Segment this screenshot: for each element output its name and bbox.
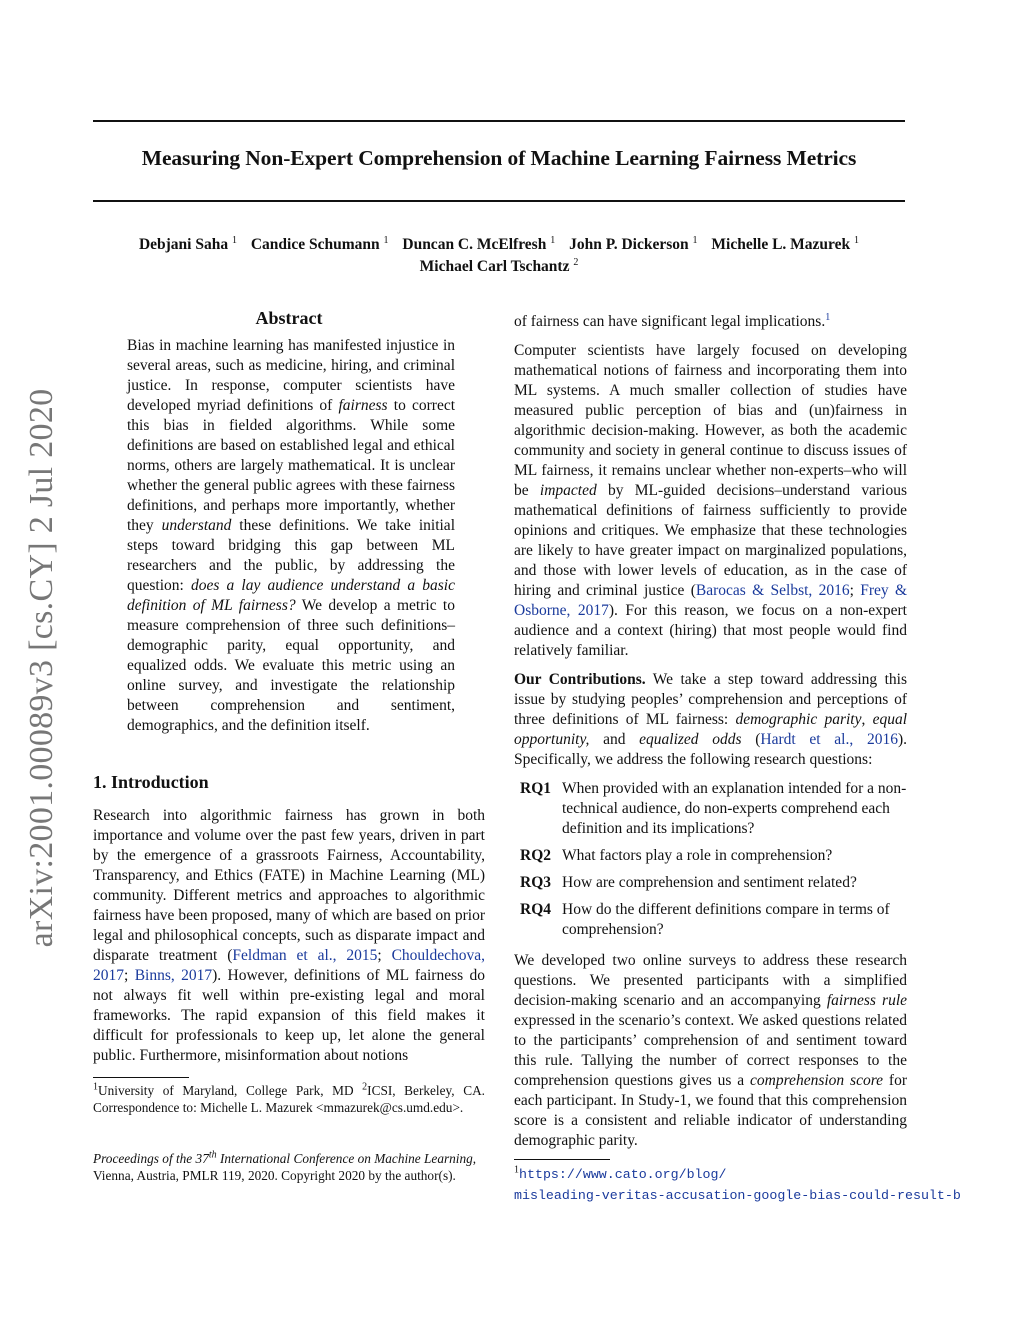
citation-link[interactable]: Chouldechova, 2017 — [93, 947, 485, 984]
author: Debjani Saha $^1$ — [138, 234, 237, 253]
title-top-rule — [93, 120, 905, 122]
author: Duncan C. McElfresh $^1$ — [402, 234, 556, 253]
author-list — [93, 236, 905, 254]
body-paragraph: of fairness can have significant legal implications.$^1$ — [514, 311, 831, 330]
research-question: RQ1 When provided with an explanation intended for a non-technical audience, do non-experts comprehend each definition and its implications? — [520, 780, 907, 837]
research-question-list — [514, 779, 907, 940]
right-column — [514, 312, 907, 1160]
intro-paragraph: Research into algorithmic fairness has grown in both importance and volume over the past few years, driven in part by the emergence of a grassroots Fairness, Accountability, Transparency, and Ethics (FATE) in Machine Learning (ML) community. Different metrics and approaches to algorithmic fairness have been proposed, many of which are based on prior legal and philosophical concepts, such as disparate impact and disparate treatment (Feldman et al., 2015; Chouldechova, 2017; Binns, 2017). However, definitions of ML fairness do not always fit well within pre-existing legal and moral frameworks. The rapid expansion of this field makes it difficult for professionals to keep up, let alone the general public. Furthermore, misinformation about notions — [93, 807, 485, 1064]
author: Michael Carl Tschantz $^2$ — [419, 256, 579, 275]
research-question: RQ2 What factors play a role in comprehension? — [520, 847, 833, 864]
contributions-paragraph: Our Contributions. We take a step toward addressing this issue by studying peoples’ comprehension and perceptions of three definitions of ML fairness: demographic parity, equal opportunity, and equalized odds (Hardt et al., 2016). Specifically, we address the following research questions: — [514, 671, 907, 768]
abstract-body: Bias in machine learning has manifested injustice in several areas, such as medicine, hiring, and criminal justice. In response, computer scientists have developed myriad definitions of fairness to correct this bias in fielded algorithms. While some definitions are based on established legal and ethical norms, others are largely mathematical. It is unclear whether the general public agrees with these fairness definitions, and perhaps more importantly, whether they understand these definitions. We take initial steps toward bridging this gap between ML researchers and the public, by addressing the question: does a lay audience understand a basic definition of ML fairness? We develop a metric to measure comprehension of three such definitions–demographic parity, equal opportunity, and equalized odds. We evaluate this metric using an online survey, and investigate the relationship between comprehension and sentiment, demographics, and the definition itself. — [127, 337, 456, 734]
author: John P. Dickerson $^1$ — [569, 234, 698, 253]
citation-link[interactable]: Barocas & Selbst, 2016 — [695, 582, 850, 599]
author-list-continued — [93, 258, 905, 276]
abstract-heading: Abstract — [255, 308, 323, 328]
footnote-url-link[interactable]: https://www.cato.org/blog/ — [519, 1167, 727, 1182]
author: Candice Schumann $^1$ — [250, 234, 389, 253]
citation-link[interactable]: Hardt et al., 2016 — [760, 731, 898, 748]
citation-link[interactable]: Frey & Osborne, 2017 — [514, 582, 908, 619]
title-bottom-rule — [93, 200, 905, 202]
paper-title: Measuring Non-Expert Comprehension of Machine Learning Fairness Metrics — [141, 146, 857, 170]
research-question: RQ4 How do the different definitions compare in terms of comprehension? — [520, 901, 890, 938]
research-question: RQ3 How are comprehension and sentiment related? — [520, 874, 857, 891]
citation-link[interactable]: Feldman et al., 2015 — [232, 947, 378, 964]
section-heading-introduction: 1. Introduction — [93, 772, 209, 792]
body-paragraph: We developed two online surveys to address these research questions. We presented participants with a simplified decision-making scenario and an accompanying fairness rule expressed in the scenario’s context. We asked questions related to the participants’ comprehension of and sentiment toward this rule. Tallying the number of correct responses to the comprehension questions gives us a comprehension score for each participant. In Study-1, we found that this comprehension score is a consistent and reliable indicator of understanding demographic parity. — [514, 952, 907, 1149]
footnote-divider — [93, 1077, 189, 1078]
citation-link[interactable]: Binns, 2017 — [134, 967, 213, 984]
arxiv-identifier-stamp: arXiv:2001.00089v3 [cs.CY] 2 Jul 2020 — [23, 388, 60, 948]
footnote-url-link[interactable]: misleading-veritas-accusation-google-bias-could-result-b — [514, 1188, 961, 1203]
contributions-label: Our Contributions. — [514, 671, 646, 688]
left-column — [93, 308, 485, 1075]
affiliation-footnote: $^1$University of Maryland, College Park, MD $^2$ICSI, Berkeley, CA. Correspondence to: Michelle L. Mazurek <mmazurek@cs.umd.edu>. — [93, 1081, 485, 1115]
proceedings-note: Proceedings of the 37th International Conference on Machine Learning, Vienna, Austria, PMLR 119, 2020. Copyright 2020 by the author(s). — [93, 1149, 477, 1183]
author: Michelle L. Mazurek $^1$ — [711, 234, 860, 253]
url-footnote: $^1$https://www.cato.org/blog/ misleading-veritas-accusation-google-bias-could-result-b — [514, 1164, 961, 1203]
footnote-divider — [514, 1159, 610, 1160]
body-paragraph: Computer scientists have largely focused on developing mathematical notions of fairness and incorporating them into ML systems. A much smaller collection of studies have measured public perception of bias and (un)fairness in algorithmic decision-making. However, as both the academic community and society in general continue to discuss issues of ML fairness, it remains unclear whether non-experts–who will be impacted by ML-guided decisions–understand various mathematical definitions of fairness sufficiently to provide opinions and critiques. We emphasize that these technologies are likely to have greater impact on marginalized populations, and those with lower levels of education, as in the case of hiring and criminal justice (Barocas & Selbst, 2016; Frey & Osborne, 2017). For this reason, we focus on a non-expert audience and a context (hiring) that most people would find relatively familiar. — [514, 342, 908, 659]
footnote-marker[interactable]: 1 — [825, 311, 831, 323]
